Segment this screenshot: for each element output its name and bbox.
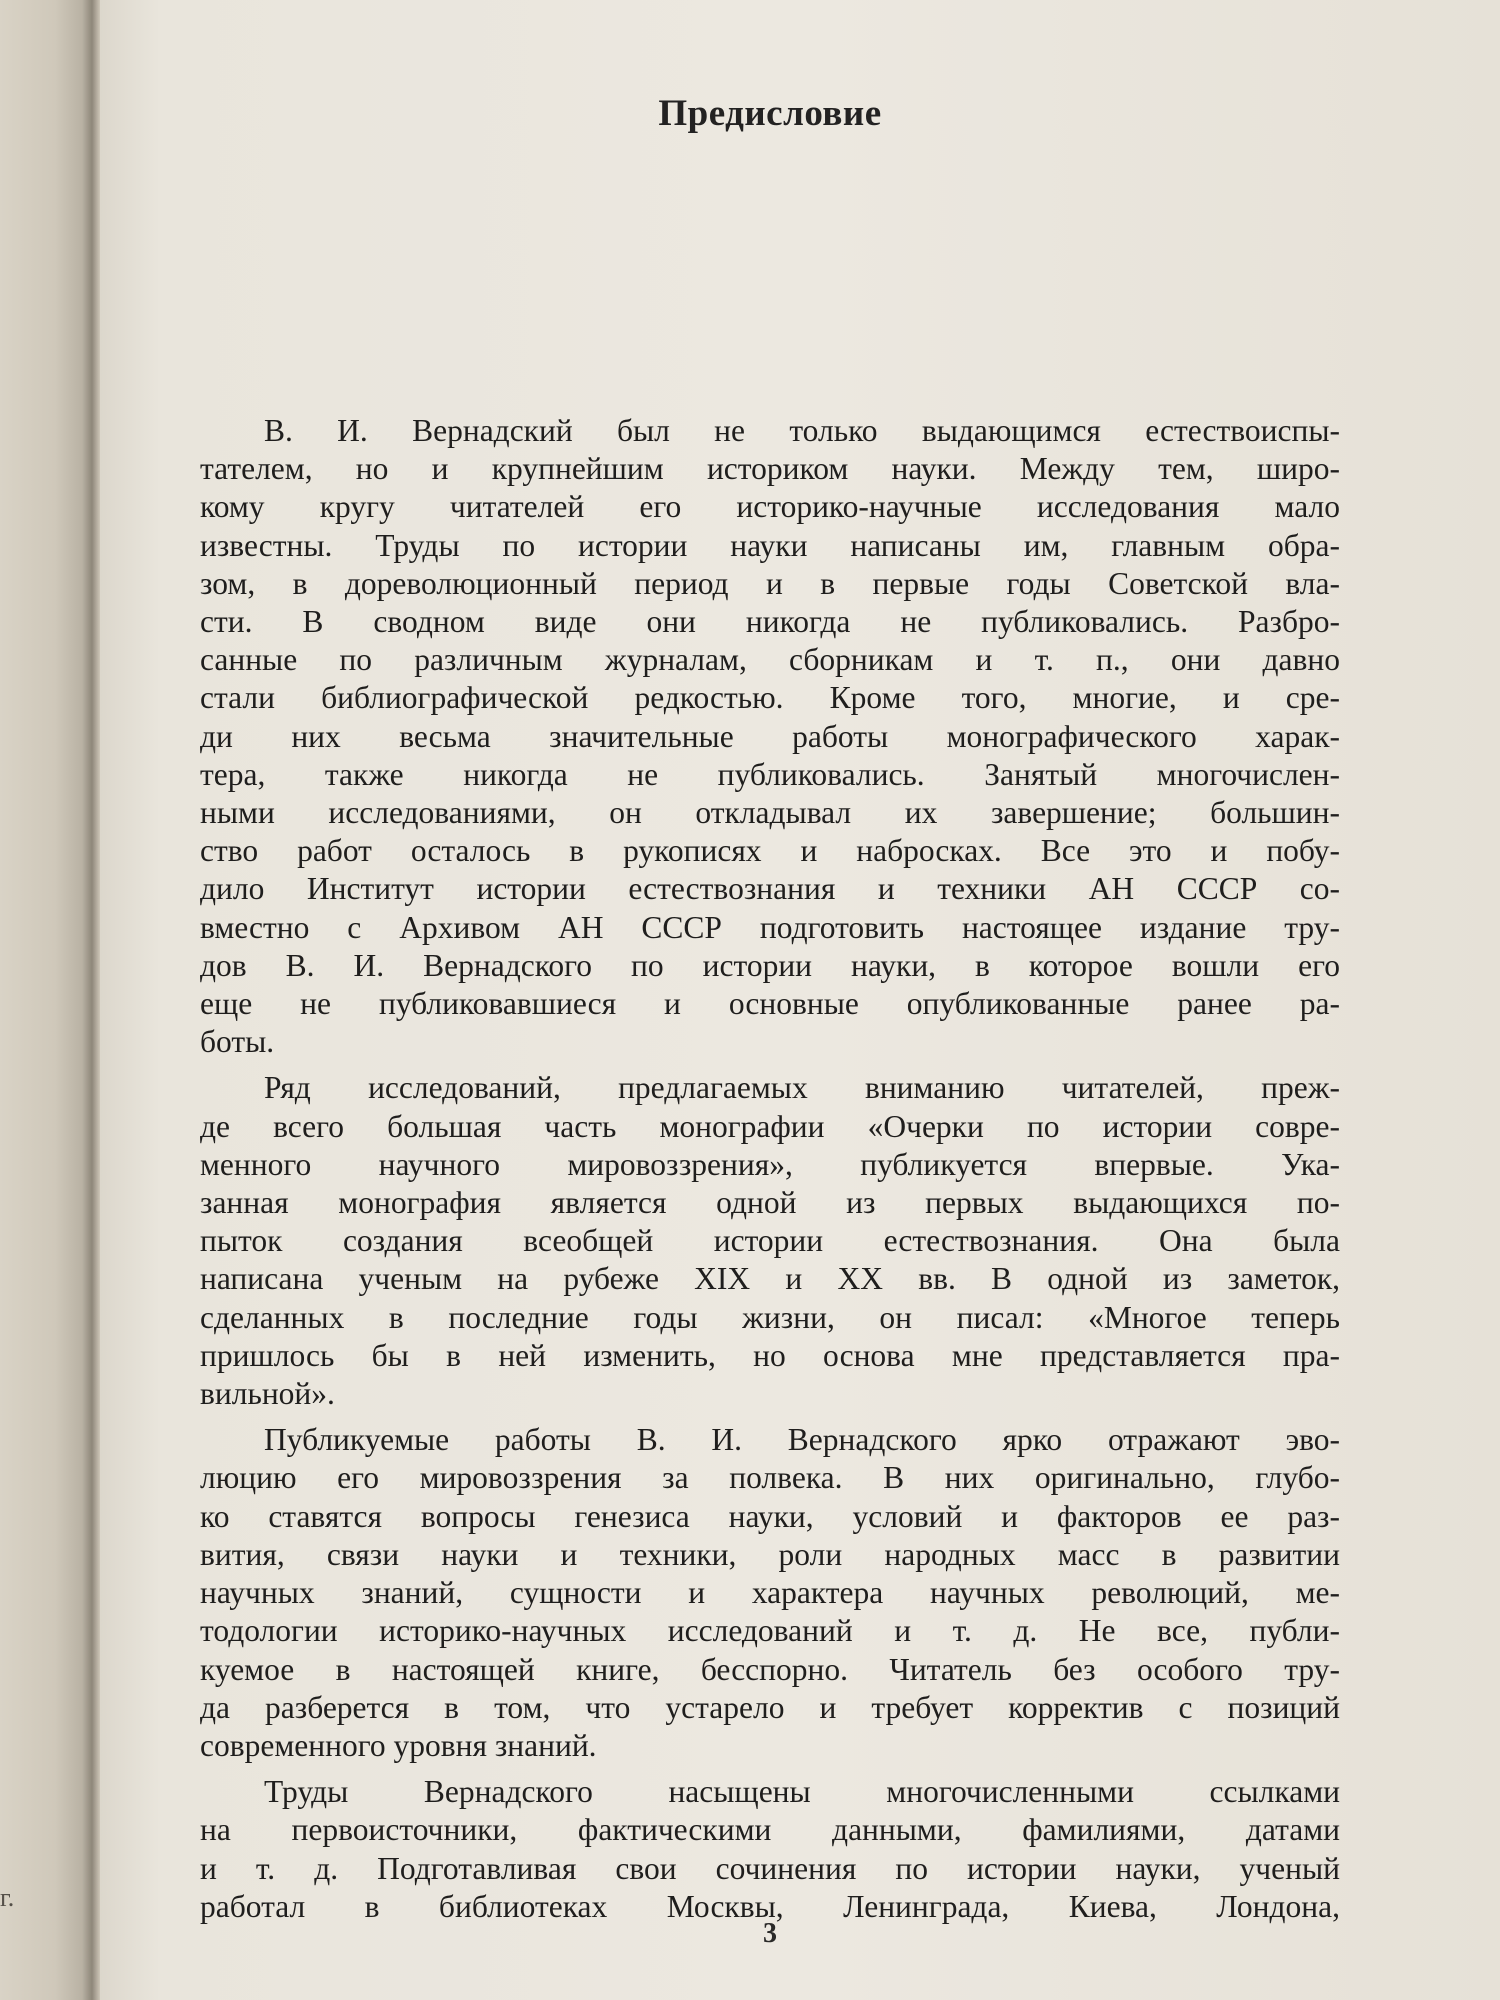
text-line: зом, в дореволюционный период и в первые годы Советской вла- <box>200 565 1340 601</box>
text-line: дило Институт истории естествознания и техники АН СССР со- <box>200 871 1340 907</box>
paragraph-1 <box>200 412 1340 1061</box>
text-line: работал в библиотеках Москвы, Ленинграда, Киева, Лондона, <box>200 1888 1340 1924</box>
text-line: современного уровня знаний. <box>200 1727 597 1763</box>
text-line: ко ставятся вопросы генезиса науки, условий и факторов ее раз- <box>200 1498 1340 1534</box>
text-line: тодологии историко-научных исследований и т. д. Не все, публи- <box>200 1613 1340 1649</box>
text-line: дов В. И. Вернадского по истории науки, в которое вошли его <box>200 947 1340 983</box>
text-line: еще не публиковавшиеся и основные опубликованные ранее ра- <box>200 986 1340 1022</box>
facing-page-fragment: г. <box>0 1883 15 1912</box>
page-number: 3 <box>763 1918 777 1949</box>
text-line: боты. <box>200 1024 275 1060</box>
text-line: вместно с Архивом АН СССР подготовить настоящее издание тру- <box>200 909 1340 945</box>
text-line: ными исследованиями, он откладывал их завершение; большин- <box>200 795 1340 831</box>
text-line: занная монография является одной из первых выдающихся по- <box>200 1185 1340 1221</box>
body-text <box>200 412 1340 1934</box>
text-line: санные по различным журналам, сборникам и т. п., они давно <box>200 642 1340 678</box>
text-line: Ряд исследований, предлагаемых вниманию читателей, преж- <box>264 1070 1340 1106</box>
text-line: да разберется в том, что устарело и требует корректив с позиций <box>200 1689 1340 1725</box>
text-line: сти. В сводном виде они никогда не публиковались. Разбро- <box>200 604 1340 640</box>
text-line: де всего большая часть монографии «Очерки по истории совре- <box>200 1108 1340 1144</box>
text-line: тера, также никогда не публиковались. Занятый многочислен- <box>200 756 1340 792</box>
text-line: на первоисточники, фактическими данными, фамилиями, датами <box>200 1812 1340 1848</box>
text-line: Публикуемые работы В. И. Вернадского ярко отражают эво- <box>264 1422 1340 1458</box>
text-line: менного научного мировоззрения», публикуется впервые. Ука- <box>200 1146 1340 1182</box>
text-line: тателем, но и крупнейшим историком науки. Между тем, широ- <box>200 451 1340 487</box>
text-line: написана ученым на рубеже XIX и XX вв. В одной из заметок, <box>200 1261 1340 1297</box>
text-line: вильной». <box>200 1376 335 1412</box>
book-binding <box>0 0 100 2000</box>
text-line: стали библиографической редкостью. Кроме того, многие, и сре- <box>200 680 1340 716</box>
text-line: вития, связи науки и техники, роли народных масс в развитии <box>200 1536 1340 1572</box>
paragraph-2 <box>200 1069 1340 1413</box>
text-line: Труды Вернадского насыщены многочисленными ссылками <box>264 1774 1340 1810</box>
text-line: пришлось бы в ней изменить, но основа мне представляется пра- <box>200 1337 1340 1373</box>
book-page <box>100 0 1500 2000</box>
text-line: ство работ осталось в рукописях и набросках. Все это и побу- <box>200 833 1340 869</box>
text-line: известны. Труды по истории науки написаны им, главным обра- <box>200 527 1340 563</box>
paragraph-3 <box>200 1421 1340 1765</box>
text-line: кому кругу читателей его историко-научные исследования мало <box>200 489 1340 525</box>
paragraph-4 <box>200 1773 1340 1926</box>
text-line: и т. д. Подготавливая свои сочинения по истории науки, ученый <box>200 1850 1340 1886</box>
text-line: В. И. Вернадский был не только выдающимся естествоиспы- <box>264 413 1340 448</box>
text-line: куемое в настоящей книге, бесспорно. Читатель без особого тру- <box>200 1651 1340 1687</box>
text-line: пыток создания всеобщей истории естествознания. Она была <box>200 1223 1340 1259</box>
page-title: Предисловие <box>658 93 882 134</box>
text-line: ди них весьма значительные работы монографического харак- <box>200 718 1340 754</box>
text-line: сделанных в последние годы жизни, он писал: «Многое теперь <box>200 1299 1340 1335</box>
text-line: люцию его мировоззрения за полвека. В них оригинально, глубо- <box>200 1460 1340 1496</box>
text-line: научных знаний, сущности и характера научных революций, ме- <box>200 1575 1340 1611</box>
